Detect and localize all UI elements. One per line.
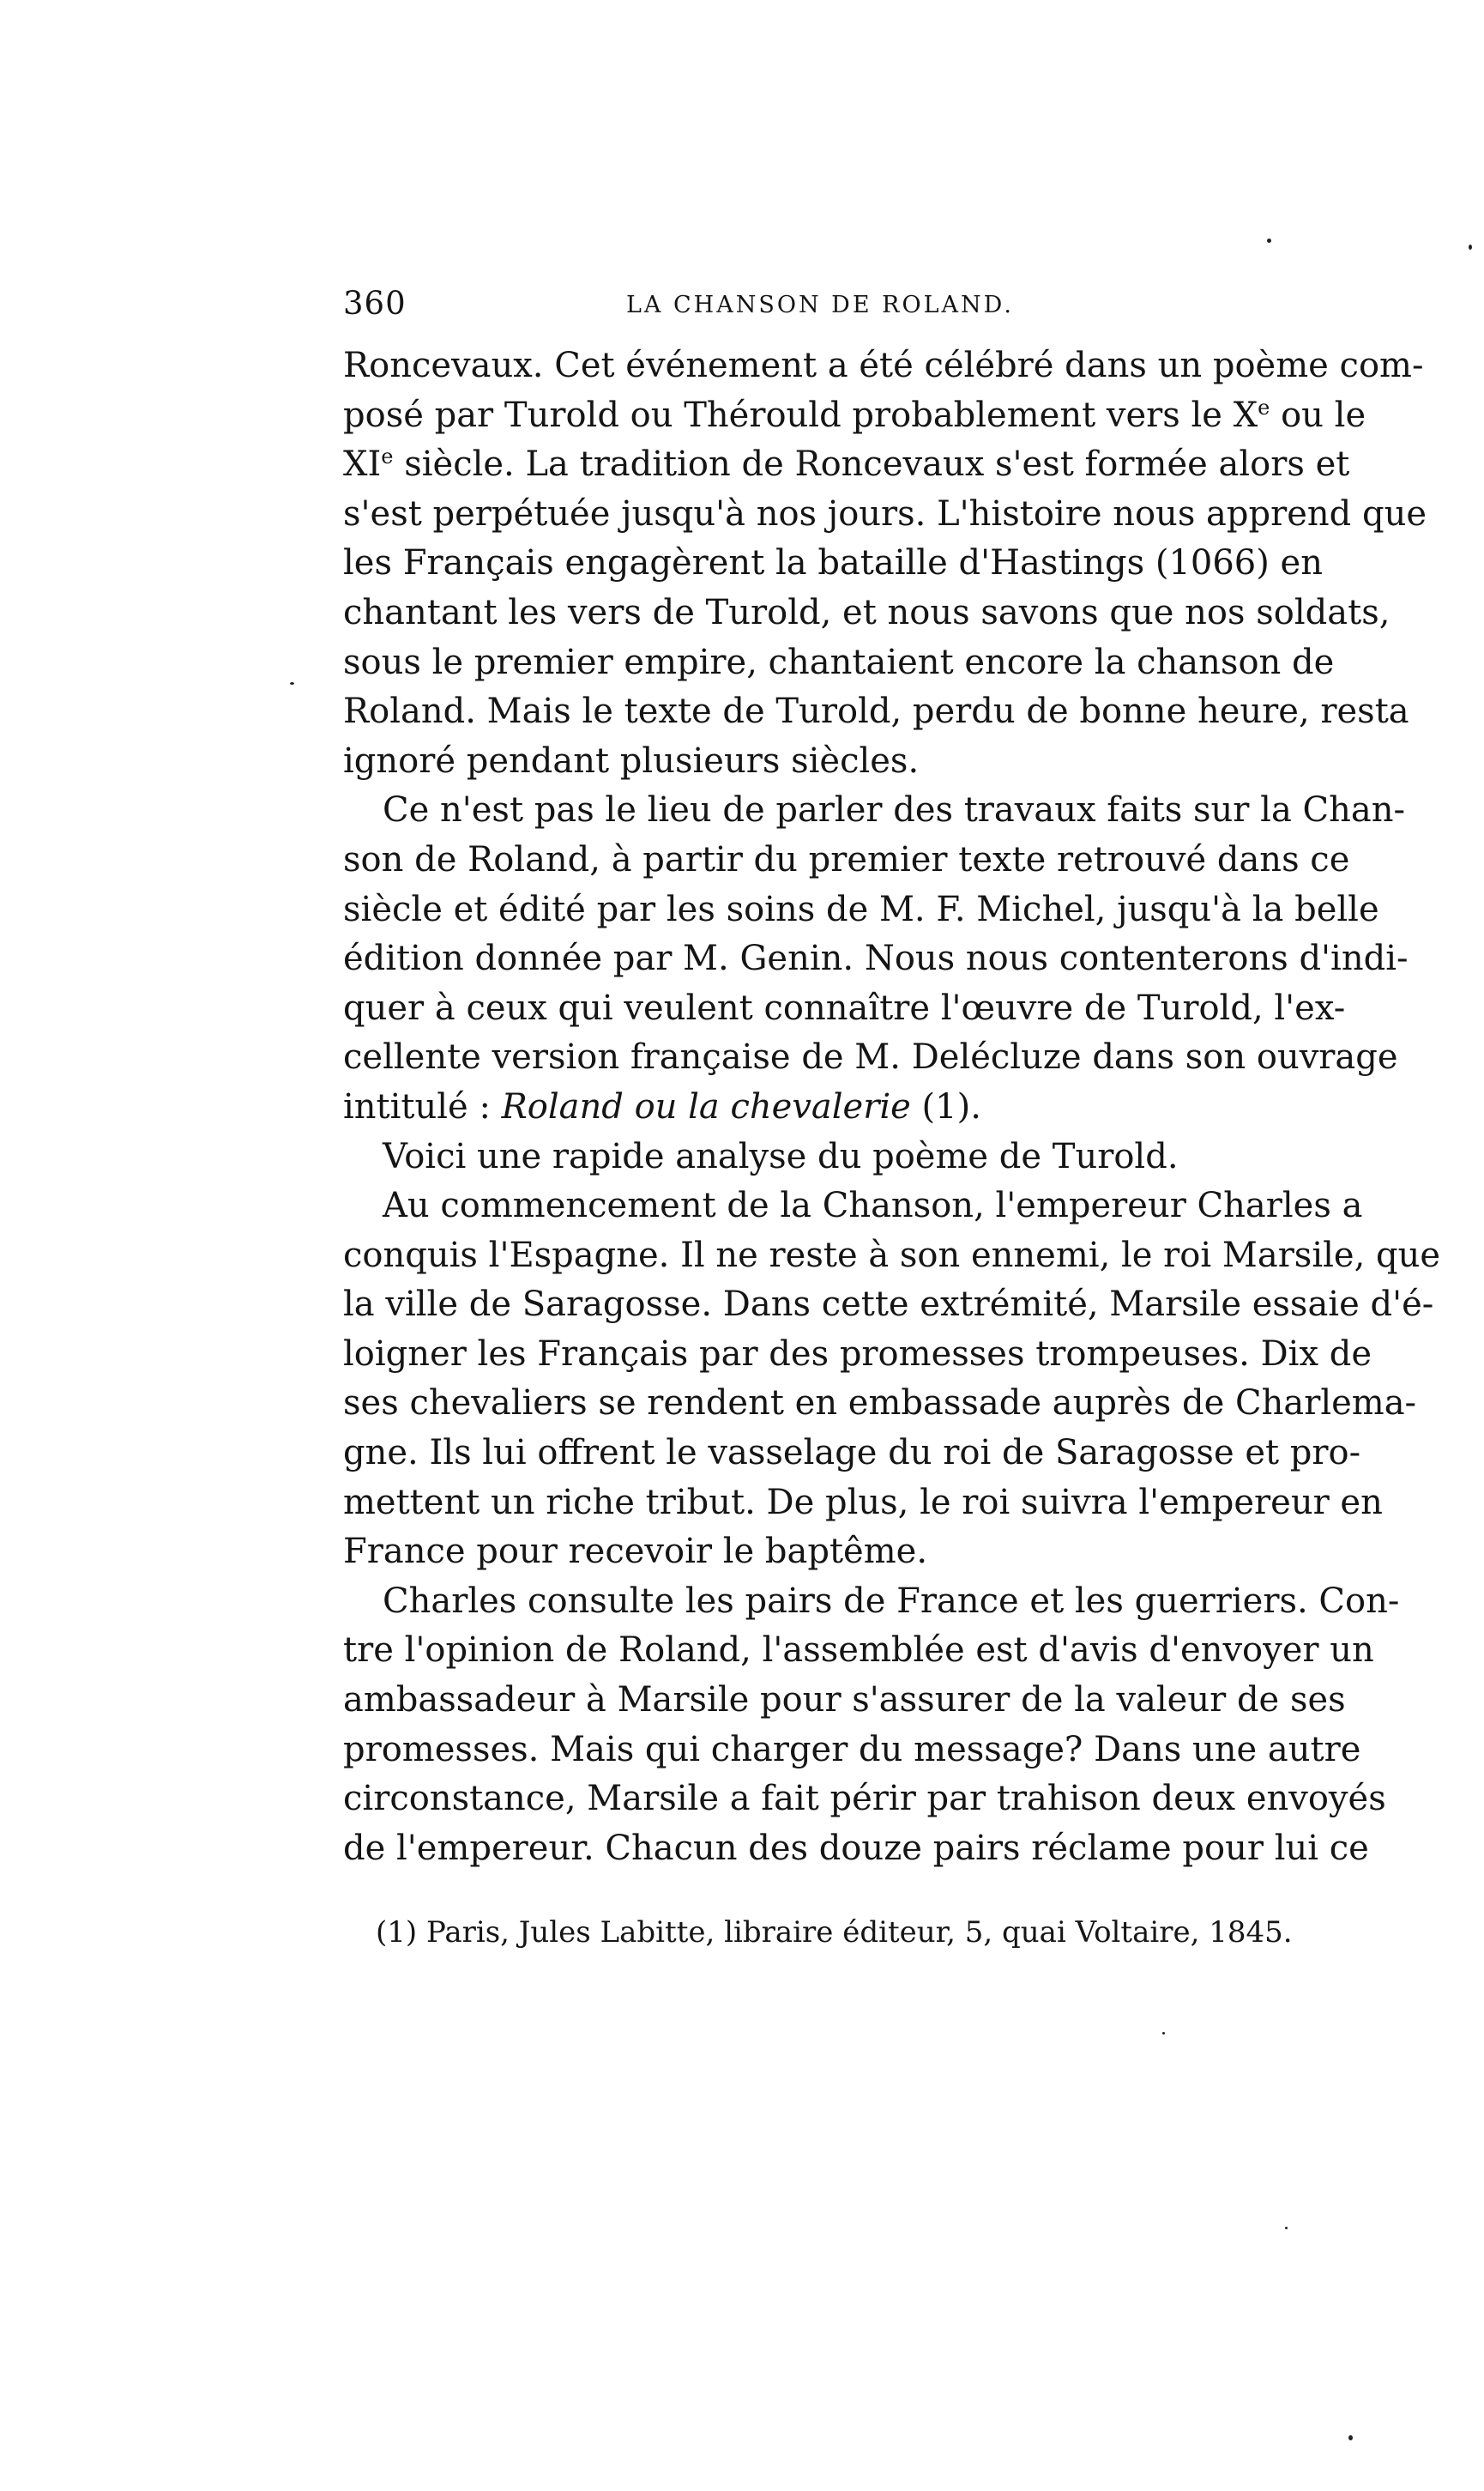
text-line: ses chevaliers se rendent en embassade auprès de Charlema- bbox=[343, 1383, 1417, 1424]
text-line: tre l'opinion de Roland, l'assemblée est d'avis d'envoyer un bbox=[343, 1630, 1374, 1671]
body-text bbox=[343, 342, 1441, 1873]
superscript: e bbox=[1258, 395, 1270, 420]
text-line: conquis l'Espagne. Il ne reste à son ennemi, le roi Marsile, que bbox=[343, 1235, 1441, 1275]
text-line: ambassadeur à Marsile pour s'assurer de la valeur de ses bbox=[343, 1680, 1346, 1720]
scan-speck bbox=[1162, 2032, 1165, 2035]
text-line: cellente version française de M. Delécluze dans son ouvrage bbox=[343, 1037, 1398, 1078]
text-line: Ce n'est pas le lieu de parler des travaux faits sur la Chan- bbox=[383, 790, 1405, 831]
scan-speck bbox=[1348, 2435, 1353, 2440]
text-line: la ville de Saragosse. Dans cette extrémité, Marsile essaie d'é- bbox=[343, 1285, 1434, 1325]
text-line: siècle et édité par les soins de M. F. Michel, jusqu'à la belle bbox=[343, 889, 1379, 929]
text-line: s'est perpétuée jusqu'à nos jours. L'histoire nous apprend que bbox=[343, 493, 1427, 534]
text-line: promesses. Mais qui charger du message? Dans une autre bbox=[343, 1729, 1361, 1769]
text-line: quer à ceux qui veulent connaître l'œuvre de Turold, l'ex- bbox=[343, 988, 1346, 1028]
text-line: mettent un riche tribut. De plus, le roi suivra l'empereur en bbox=[343, 1482, 1383, 1522]
text-line: les Français engagèrent la bataille d'Hastings (1066) en bbox=[343, 543, 1323, 583]
text-line: Charles consulte les pairs de France et les guerriers. Con- bbox=[383, 1581, 1400, 1621]
text-line: de l'empereur. Chacun des douze pairs réclame pour lui ce bbox=[343, 1828, 1369, 1868]
text-line: chantant les vers de Turold, et nous savons que nos soldats, bbox=[343, 592, 1390, 632]
text-line: ignoré pendant plusieurs siècles. bbox=[343, 741, 920, 781]
scan-speck bbox=[290, 682, 294, 685]
page-header bbox=[343, 285, 1263, 336]
superscript: e bbox=[381, 444, 394, 469]
text-line: édition donnée par M. Genin. Nous nous contenterons d'indi- bbox=[343, 939, 1409, 979]
text-line: posé par Turold ou Thérould probablement vers le Xe ou le bbox=[343, 395, 1366, 435]
book-title: Roland ou la chevalerie bbox=[501, 1086, 911, 1127]
text-line: circonstance, Marsile a fait périr par trahison deux envoyés bbox=[343, 1779, 1386, 1819]
text-line: XIe siècle. La tradition de Roncevaux s'est formée alors et bbox=[343, 444, 1350, 485]
text-line: Roncevaux. Cet événement a été célébré dans un poème com- bbox=[343, 346, 1424, 385]
running-head: LA CHANSON DE ROLAND. bbox=[626, 292, 1014, 318]
footnote: (1) Paris, Jules Labitte, libraire éditeur, 5, quai Voltaire, 1845. bbox=[376, 1915, 1293, 1950]
scan-speck bbox=[1285, 2227, 1288, 2229]
text-line: loigner les Français par des promesses trompeuses. Dix de bbox=[343, 1333, 1372, 1374]
text-line: Au commencement de la Chanson, l'empereur Charles a bbox=[383, 1186, 1363, 1226]
text-line: sous le premier empire, chantaient encore la chanson de bbox=[343, 642, 1335, 682]
text-line: son de Roland, à partir du premier texte retrouvé dans ce bbox=[343, 839, 1350, 880]
text-line: intitulé : Roland ou la chevalerie (1). bbox=[343, 1086, 981, 1127]
text-line: Roland. Mais le texte de Turold, perdu de bonne heure, resta bbox=[343, 692, 1409, 732]
text-line: Voici une rapide analyse du poème de Turold. bbox=[383, 1136, 1179, 1176]
scan-speck bbox=[1469, 245, 1472, 250]
scan-speck bbox=[1267, 239, 1271, 243]
text-line: France pour recevoir le baptême. bbox=[343, 1532, 928, 1572]
text-line: gne. Ils lui offrent le vasselage du roi de Saragosse et pro- bbox=[343, 1433, 1361, 1473]
page-number: 360 bbox=[343, 285, 407, 322]
